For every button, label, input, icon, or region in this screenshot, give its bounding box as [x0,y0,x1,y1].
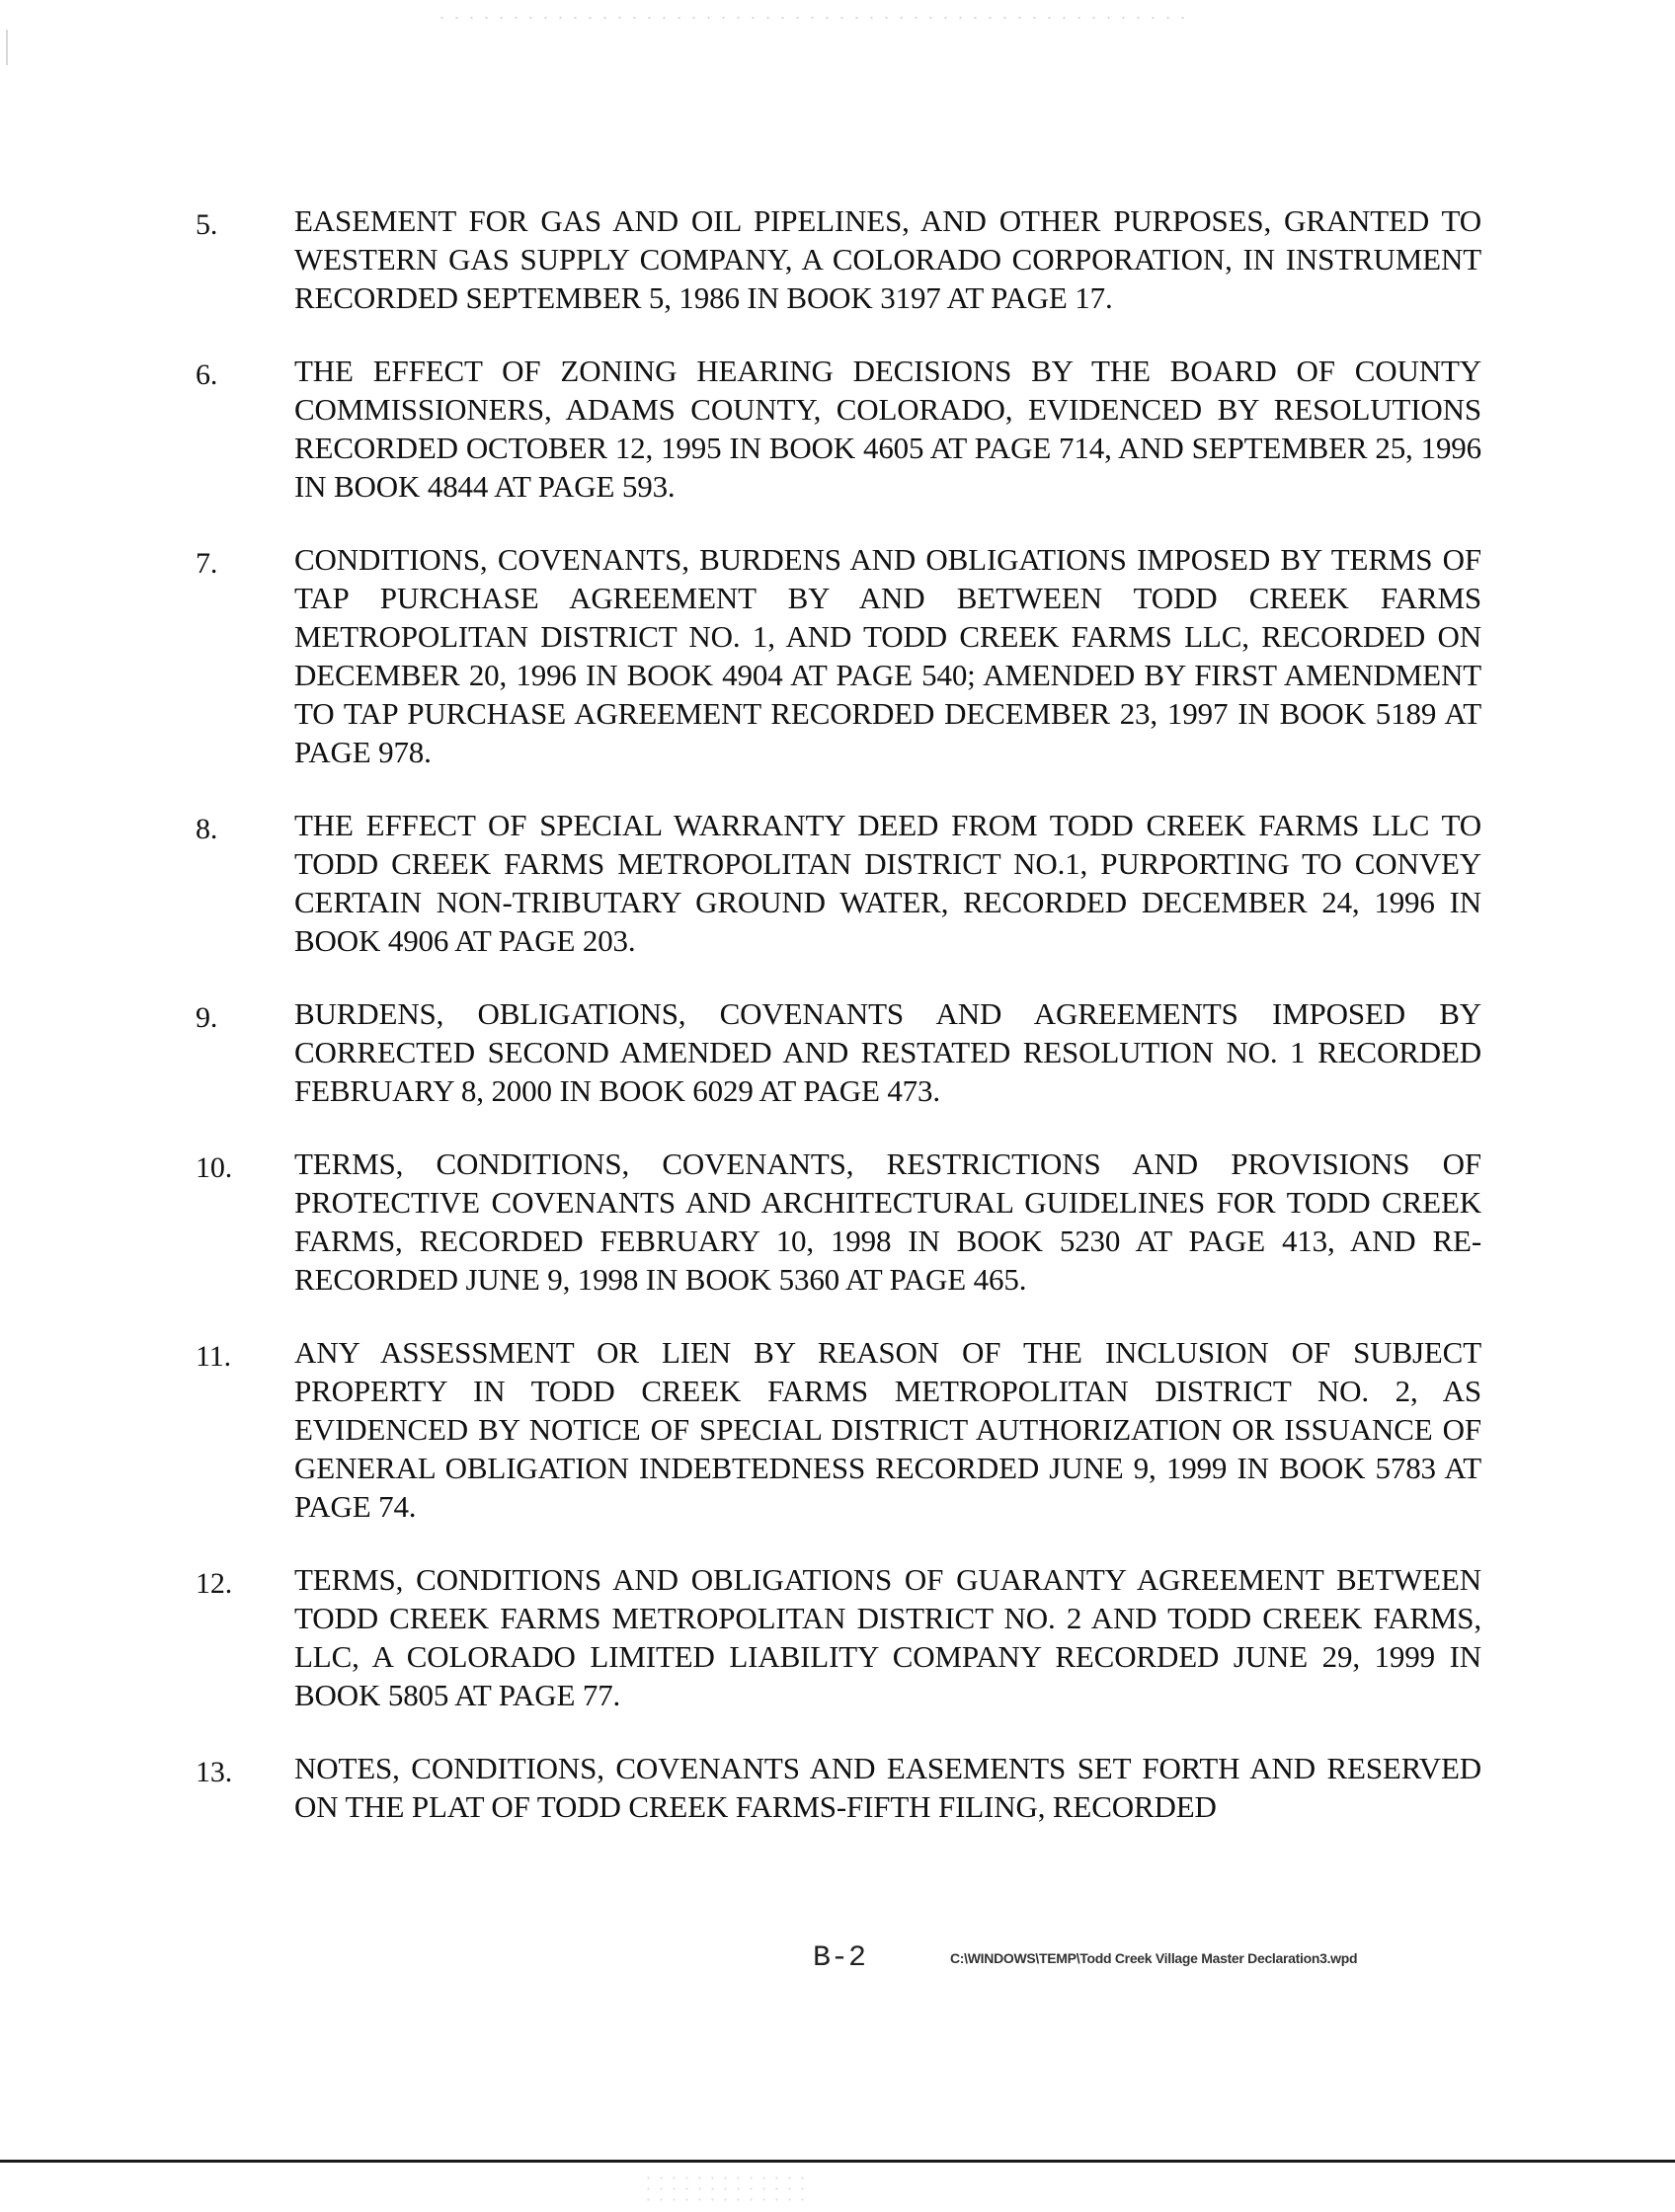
list-item [196,540,1481,771]
item-number: 10. [196,1151,233,1184]
list-item [196,1145,1481,1299]
item-text: TERMS, CONDITIONS AND OBLIGATIONS OF GUARANTY AGREEMENT BETWEEN TODD CREEK FARMS METROPOLITAN DISTRICT NO. 2 AND TODD CREEK FARMS, LLC, A COLORADO LIMITED LIABILITY COMPANY RECORDED JUNE 29, 1999 IN BOOK 5805 AT PAGE 77. [294,1562,1481,1712]
item-number: 7. [196,547,218,580]
item-text: TERMS, CONDITIONS, COVENANTS, RESTRICTIONS AND PROVISIONS OF PROTECTIVE COVENANTS AND ARCHITECTURAL GUIDELINES FOR TODD CREEK FARMS, RECORDED FEBRUARY 10, 1998 IN BOOK 5230 AT PAGE 413, AND RE-RECORDED JUNE 9, 1998 IN BOOK 5360 AT PAGE 465. [294,1146,1481,1297]
list-item [196,352,1481,506]
item-text: NOTES, CONDITIONS, COVENANTS AND EASEMENTS SET FORTH AND RESERVED ON THE PLAT OF TODD CREEK FARMS-FIFTH FILING, RECORDED [294,1751,1481,1824]
item-text: EASEMENT FOR GAS AND OIL PIPELINES, AND OTHER PURPOSES, GRANTED TO WESTERN GAS SUPPLY COMPANY, A COLORADO CORPORATION, IN INSTRUMENT RECORDED SEPTEMBER 5, 1986 IN BOOK 3197 AT PAGE 17. [294,203,1481,315]
scan-edge-mark [6,30,8,65]
item-number: 11. [196,1340,231,1373]
scan-noise [435,14,1185,22]
item-number: 5. [196,208,218,241]
page-footer [0,1941,1675,1981]
page-number: B-2 [813,1941,867,1975]
item-number: 12. [196,1567,233,1600]
item-text: BURDENS, OBLIGATIONS, COVENANTS AND AGREEMENTS IMPOSED BY CORRECTED SECOND AMENDED AND RESTATED RESOLUTION NO. 1 RECORDED FEBRUARY 8, 2000 IN BOOK 6029 AT PAGE 473. [294,996,1481,1108]
item-text: CONDITIONS, COVENANTS, BURDENS AND OBLIGATIONS IMPOSED BY TERMS OF TAP PURCHASE AGREEMENT BY AND BETWEEN TODD CREEK FARMS METROPOLITAN DISTRICT NO. 1, AND TODD CREEK FARMS LLC, RECORDED ON DECEMBER 20, 1996 IN BOOK 4904 AT PAGE 540; AMENDED BY FIRST AMENDMENT TO TAP PURCHASE AGREEMENT RECORDED DECEMBER 23, 1997 IN BOOK 5189 AT PAGE 978. [294,542,1481,769]
item-number: 13. [196,1756,233,1788]
list-item [196,806,1481,960]
item-text: THE EFFECT OF SPECIAL WARRANTY DEED FROM TODD CREEK FARMS LLC TO TODD CREEK FARMS METROPOLITAN DISTRICT NO.1, PURPORTING TO CONVEY CERTAIN NON-TRIBUTARY GROUND WATER, RECORDED DECEMBER 24, 1996 IN BOOK 4906 AT PAGE 203. [294,808,1481,958]
exceptions-list [196,201,1481,1860]
list-item [196,1560,1481,1714]
list-item [196,1333,1481,1526]
item-text: THE EFFECT OF ZONING HEARING DECISIONS BY THE BOARD OF COUNTY COMMISSIONERS, ADAMS COUNTY, COLORADO, EVIDENCED BY RESOLUTIONS RECORDED OCTOBER 12, 1995 IN BOOK 4605 AT PAGE 714, AND SEPTEMBER 25, 1996 IN BOOK 4844 AT PAGE 593. [294,354,1481,504]
item-number: 6. [196,358,218,391]
item-text: ANY ASSESSMENT OR LIEN BY REASON OF THE INCLUSION OF SUBJECT PROPERTY IN TODD CREEK FARMS METROPOLITAN DISTRICT NO. 2, AS EVIDENCED BY NOTICE OF SPECIAL DISTRICT AUTHORIZATION OR ISSUANCE OF GENERAL OBLIGATION INDEBTEDNESS RECORDED JUNE 9, 1999 IN BOOK 5783 AT PAGE 74. [294,1335,1481,1524]
list-item [196,1749,1481,1826]
list-item [196,994,1481,1110]
file-path: C:\WINDOWS\TEMP\Todd Creek Village Master Declaration3.wpd [950,1950,1358,1966]
item-number: 9. [196,1001,218,1034]
item-number: 8. [196,813,218,845]
scan-noise-bottom [642,2172,810,2206]
bottom-rule [0,2160,1675,2163]
list-item [196,201,1481,317]
